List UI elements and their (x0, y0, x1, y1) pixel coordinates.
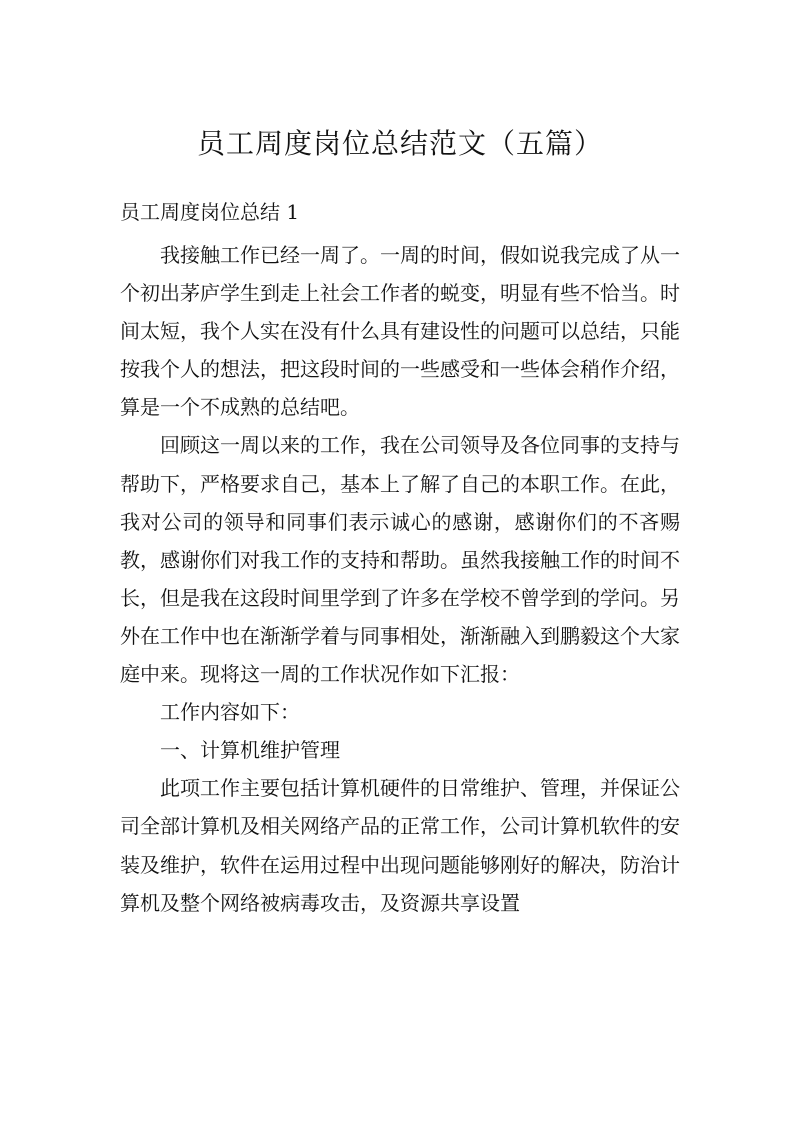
document-body (120, 236, 680, 922)
paragraph: 此项工作主要包括计算机硬件的日常维护、管理，并保证公司全部计算机及相关网络产品的正常工作，公司计算机软件的安装及维护，软件在运用过程中出现问题能够刚好的解决，防治计算机及整个网络被病毒攻击，及资源共享设置 (120, 776, 680, 915)
paragraph: 一、计算机维护管理 (160, 738, 340, 763)
paragraph: 工作内容如下： (160, 700, 300, 725)
section-heading: 员工周度岗位总结 1 (120, 200, 300, 224)
paragraph: 回顾这一周以来的工作，我在公司领导及各位同事的支持与帮助下，严格要求自己，基本上了解了自己的本职工作。在此，我对公司的领导和同事们表示诚心的感谢，感谢你们的不吝赐教，感谢你们对我工作的支持和帮助。虽然我接触工作的时间不长，但是我在这段时间里学到了许多在学校不曾学到的学问。另外在工作中也在渐渐学着与同事相处，渐渐融入到鹏毅这个大家庭中来。现将这一周的工作状况作如下汇报： (120, 433, 680, 687)
document-title: 员工周度岗位总结范文（五篇） (196, 127, 603, 160)
paragraph: 我接触工作已经一周了。一周的时间，假如说我完成了从一个初出茅庐学生到走上社会工作者的蜕变，明显有些不恰当。时间太短，我个人实在没有什么具有建设性的问题可以总结，只能按我个人的想法，把这段时间的一些感受和一些体会稍作介绍，算是一个不成熟的总结吧。 (120, 243, 680, 420)
